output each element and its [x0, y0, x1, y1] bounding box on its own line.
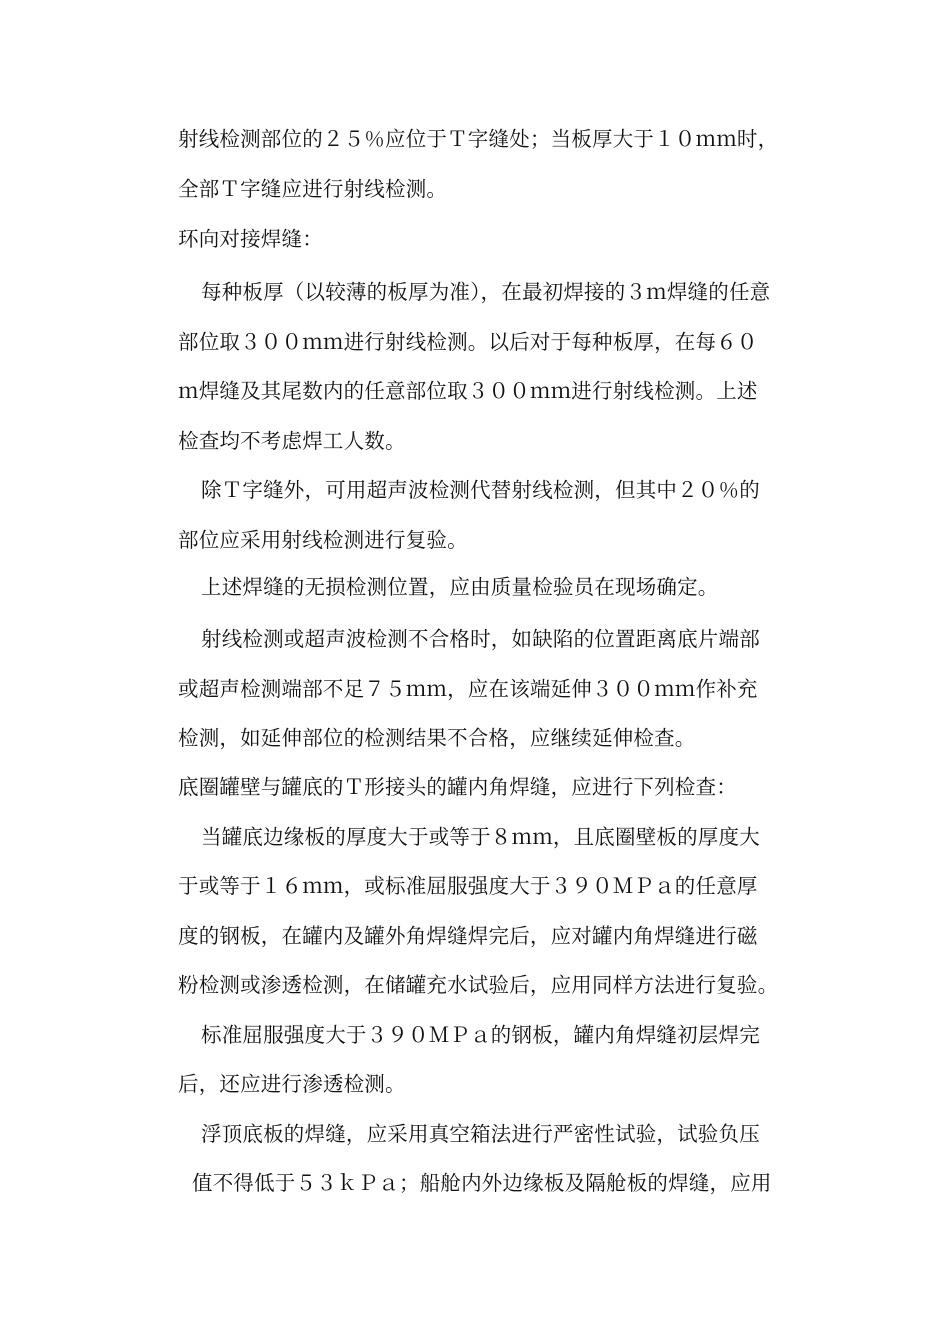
text-line-9: 部位应采用射线检测进行复验。	[178, 528, 468, 552]
text-line-2: 全部Ｔ字缝应进行射线检测。	[178, 177, 448, 201]
text-line-7: 检查均不考虑焊工人数。	[178, 429, 406, 453]
text-line-19: 标准屈服强度大于３９０ＭＰａ的钢板，罐内角焊缝初层焊完	[201, 1023, 760, 1047]
text-line-1: 射线检测部位的２５％应位于Ｔ字缝处；当板厚大于１０ｍｍ时，	[178, 127, 779, 151]
text-line-14: 底圈罐壁与罐底的Ｔ形接头的罐内角焊缝，应进行下列检查：	[178, 775, 737, 799]
text-line-13: 检测，如延伸部位的检测结果不合格，应继续延伸检查。	[178, 726, 696, 750]
text-line-12: 或超声检测端部不足７５ｍｍ，应在该端延伸３００ｍｍ作补充	[178, 677, 758, 701]
text-line-11: 射线检测或超声波检测不合格时，如缺陷的位置距离底片端部	[201, 627, 760, 651]
text-line-6: ｍ焊缝及其尾数内的任意部位取３００ｍｍ进行射线检测。上述	[178, 379, 758, 403]
text-line-3: 环向对接焊缝：	[178, 227, 323, 251]
text-line-15: 当罐底边缘板的厚度大于或等于８ｍｍ，且底圈壁板的厚度大	[201, 825, 760, 849]
text-line-8: 除Ｔ字缝外，可用超声波检测代替射线检测，但其中２０％的	[201, 478, 760, 502]
text-line-16: 于或等于１６ｍｍ，或标准屈服强度大于３９０ＭＰａ的任意厚	[178, 874, 758, 898]
text-line-5: 部位取３００ｍｍ进行射线检测。以后对于每种板厚，在每６０	[178, 330, 758, 354]
text-line-20: 后，还应进行渗透检测。	[178, 1072, 406, 1096]
text-line-18: 粉检测或渗透检测，在储罐充水试验后，应用同样方法进行复验。	[178, 973, 779, 997]
text-line-4: 每种板厚（以较薄的板厚为准），在最初焊接的３ｍ焊缝的任意	[201, 280, 771, 304]
text-line-21: 浮顶底板的焊缝，应采用真空箱法进行严密性试验，试验负压	[201, 1122, 760, 1146]
text-line-10: 上述焊缝的无损检测位置，应由质量检验员在现场确定。	[201, 575, 719, 599]
text-line-17: 度的钢板，在罐内及罐外角焊缝焊完后，应对罐内角焊缝进行磁	[178, 924, 758, 948]
text-line-22: 值不得低于５３ｋＰａ；船舱内外边缘板及隔舱板的焊缝，应用	[192, 1171, 772, 1195]
